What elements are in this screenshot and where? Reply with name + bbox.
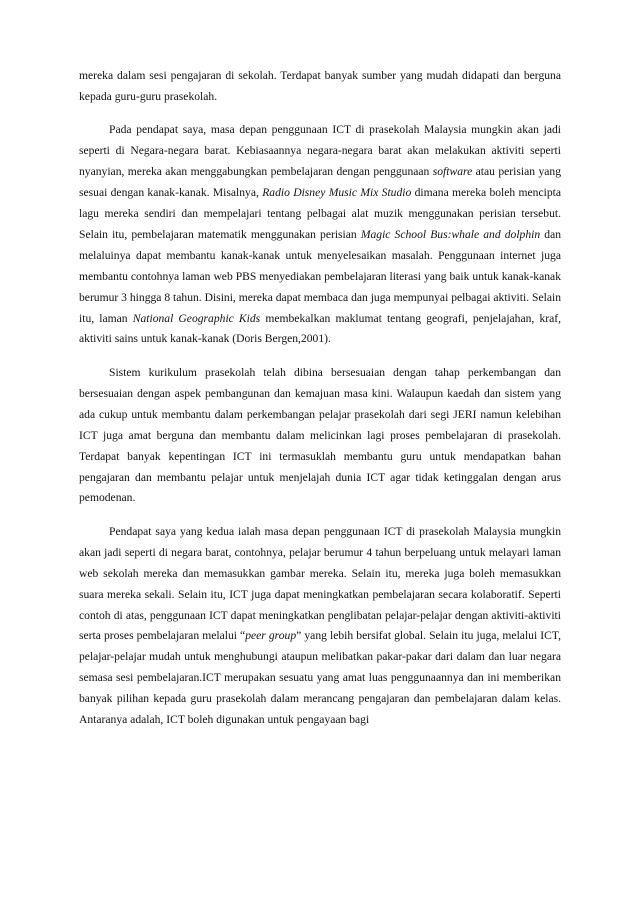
paragraph-text: dimana mereka boleh mencipta lagu mereka sendiri dan mempelajari tentang pelbagai alat muzik menggunakan perisian tersebut. Selain itu, pembelajaran matematik menggunakan perisian xyxy=(79,186,561,241)
paragraph-text: mereka dalam sesi pengajaran di sekolah. Terdapat banyak sumber yang mudah didapati dan berguna kepada guru-guru prasekolah. xyxy=(79,69,561,103)
italic-term: Radio Disney Music Mix Studio xyxy=(262,186,412,200)
body-text xyxy=(79,66,561,731)
paragraph-text: membekalkan maklumat tentang geografi, penjelajahan, kraf, aktiviti sains untuk kanak-kanak (Doris Bergen,2001). xyxy=(79,311,562,346)
paragraph-text: dan melaluinya dapat membantu kanak-kanak untuk menyelesaikan masalah. Penggunaan internet juga membantu contohnya laman web PBS menyediakan pembelajaran literasi yang baik untuk kanak-kanak berumur 3 hingga 8 tahun. Disini, mereka dapat membaca dan juga mempunyai pelbagai aktiviti. Selain itu, laman xyxy=(79,227,562,325)
paragraph-text: Pendapat saya yang kedua ialah masa depan penggunaan ICT di prasekolah Malaysia mungkin akan jadi seperti di negara barat, contohnya, pelajar berumur 4 tahun berpeluang untuk melayari laman web sekolah mereka dan memasukkan gambar mereka. Selain itu, mereka juga boleh memasukkan suara mereka sekali. Selain itu, ICT juga dapat meningkatkan pembelajaran secara kolaboratif. Seperti contoh di atas, penggunaan ICT dapat meningkatkan penglibatan pelajar-pelajar dengan aktiviti-aktiviti serta proses pembelajaran melalui “ xyxy=(79,524,561,643)
italic-term: peer group xyxy=(245,629,297,643)
paragraph-text: Pada pendapat saya, masa depan penggunaan ICT di prasekolah Malaysia mungkin akan jadi seperti di Negara-negara barat. Kebiasaannya negara-negara barat akan melakukan aktiviti seperti nyanyian, mereka akan menggabungkan pembelajaran dengan penggunaan xyxy=(79,123,561,179)
paragraph-2 xyxy=(79,120,561,350)
italic-term: Magic School Bus:whale and dolphin xyxy=(360,227,541,241)
paragraph-text: Sistem kurikulum prasekolah telah dibina bersesuaian dengan tahap perkembangan dan bersesuaian dengan aspek pembangunan dan kemajuan masa kini. Walaupun kaedah dan sistem yang ada cukup untuk membantu dalam perkembangan pelajar prasekolah dari segi JERI namun kelebihan ICT juga amat berguna dan membantu dalam melicinkan lagi proses pembelajaran di prasekolah. Terdapat banyak kepentingan ICT ini termasuklah membantu guru untuk mendapatkan bahan pengajaran dan membantu pelajar untuk menjelajah dunia ICT agar tidak ketinggalan dengan arus pemodenan. xyxy=(79,365,561,505)
italic-term: software xyxy=(432,165,473,179)
paragraph-3 xyxy=(79,363,561,509)
italic-term: National Geographic Kids xyxy=(132,311,261,325)
paragraph-4 xyxy=(79,522,561,731)
paragraph-1 xyxy=(79,66,561,108)
paragraph-text: atau perisian yang sesuai dengan kanak-kanak. Misalnya, xyxy=(79,165,562,200)
paragraph-text: ” yang lebih bersifat global. Selain itu juga, melalui ICT, pelajar-pelajar mudah untuk menghubungi ataupun melibatkan pakar-pakar dari dalam dan luar negara semasa sesi pembelajaran.ICT merupakan sesuatu yang amat luas penggunaannya dan ini memberikan banyak pilihan kepada guru prasekolah dalam merancang pengajaran dan pembelajaran dalam kelas. Antaranya adalah, ICT boleh digunakan untuk pengayaan bagi xyxy=(79,629,561,727)
